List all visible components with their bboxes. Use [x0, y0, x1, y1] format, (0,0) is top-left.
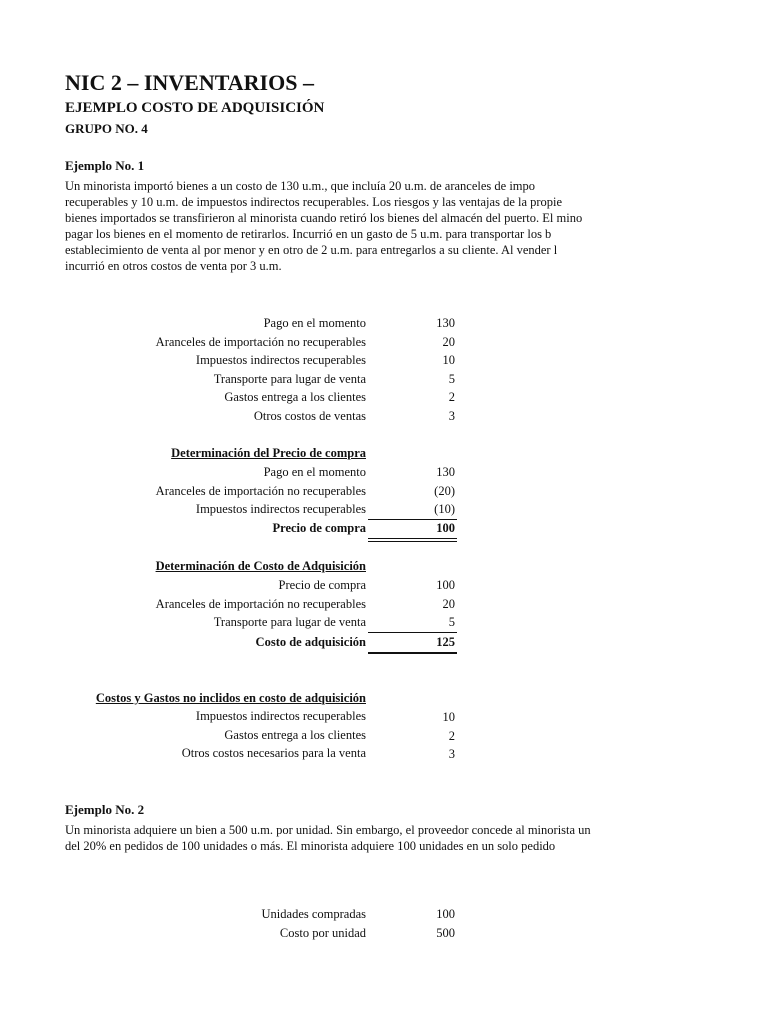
row-label: Aranceles de importación no recuperables: [155, 597, 366, 611]
purchase-price-total-value: 100: [436, 521, 455, 535]
row-label: Aranceles de importación no recuperables: [155, 484, 366, 498]
group-label: GRUPO NO. 4: [65, 121, 148, 136]
acquisition-cost-total-value: 125: [436, 635, 455, 649]
acquisition-cost-total-label: Costo de adquisición: [255, 635, 366, 649]
excluded-costs-heading: Costos y Gastos no inclidos en costo de adquisición: [95, 691, 366, 705]
row-value: 3: [448, 409, 455, 423]
row-value: (20): [434, 484, 455, 498]
row-label: Impuestos indirectos recuperables: [195, 709, 366, 723]
row-value: 100: [436, 578, 455, 592]
row-label: Otros costos de ventas: [253, 409, 366, 423]
row-value: 500: [436, 926, 455, 940]
row-label: Impuestos indirectos recuperables: [195, 502, 366, 516]
row-value: 130: [436, 465, 455, 479]
paragraph-line: Un minorista importó bienes a un costo de 130 u.m., que incluía 20 u.m. de aranceles de impo: [65, 179, 536, 193]
row-value: 2: [448, 390, 455, 404]
purchase-price-total-label: Precio de compra: [272, 521, 366, 535]
row-label: Otros costos necesarios para la venta: [181, 746, 366, 760]
example-2-paragraph: [65, 822, 651, 854]
row-label: Impuestos indirectos recuperables: [195, 353, 366, 367]
acquisition-cost-heading: Determinación de Costo de Adquisición: [155, 559, 366, 573]
paragraph-line: incurrió en otros costos de venta por 3 u.m.: [65, 259, 282, 273]
total-rule: [368, 652, 457, 654]
row-label: Unidades compradas: [261, 907, 366, 921]
total-double-rule: [368, 538, 457, 542]
paragraph-line: del 20% en pedidos de 100 unidades o más. El minorista adquiere 100 unidades en un solo pedido: [65, 839, 556, 853]
document-title: NIC 2 – INVENTARIOS –: [65, 70, 314, 95]
row-label: Costo por unidad: [279, 926, 366, 940]
document-subtitle: EJEMPLO COSTO DE ADQUISICIÓN: [65, 100, 325, 116]
example-1-paragraph: [65, 178, 651, 274]
paragraph-line: Un minorista adquiere un bien a 500 u.m. por unidad. Sin embargo, el proveedor concede al minorista un: [65, 823, 591, 837]
paragraph-line: bienes importados se transfirieron al minorista cuando retiró los bienes del almacén del puerto. El mino: [65, 211, 583, 225]
row-label: Transporte para lugar de venta: [213, 615, 366, 629]
subtotal-rule: [368, 632, 457, 633]
row-value: 20: [442, 335, 455, 349]
row-label: Aranceles de importación no recuperables: [155, 335, 366, 349]
row-value: 5: [448, 615, 455, 629]
row-value: 130: [436, 316, 455, 330]
row-value: (10): [434, 502, 455, 516]
row-value: 20: [442, 597, 455, 611]
row-value: 10: [442, 710, 455, 724]
purchase-price-heading: Determinación del Precio de compra: [171, 446, 366, 460]
paragraph-line: establecimiento de venta al por menor y en otro de 2 u.m. para entregarlos a su cliente. Al vender l: [65, 243, 558, 257]
example-1-heading: Ejemplo No. 1: [65, 158, 145, 173]
subtotal-rule: [368, 519, 457, 520]
row-value: 10: [442, 353, 455, 367]
paragraph-line: pagar los bienes en el momento de retirarlos. Incurrió en un gasto de 5 u.m. para transportar los b: [65, 227, 552, 241]
row-label: Transporte para lugar de venta: [213, 372, 366, 386]
example-2-heading: Ejemplo No. 2: [65, 802, 145, 817]
row-value: 3: [448, 747, 455, 761]
row-value: 100: [436, 907, 455, 921]
row-label: Gastos entrega a los clientes: [224, 728, 366, 742]
row-value: 2: [448, 729, 455, 743]
row-label: Gastos entrega a los clientes: [224, 390, 366, 404]
row-label: Pago en el momento: [263, 316, 366, 330]
row-label: Precio de compra: [278, 578, 366, 592]
paragraph-line: recuperables y 10 u.m. de impuestos indirectos recuperables. Los riesgos y las ventajas de la propie: [65, 195, 563, 209]
row-label: Pago en el momento: [263, 465, 366, 479]
row-value: 5: [448, 372, 455, 386]
